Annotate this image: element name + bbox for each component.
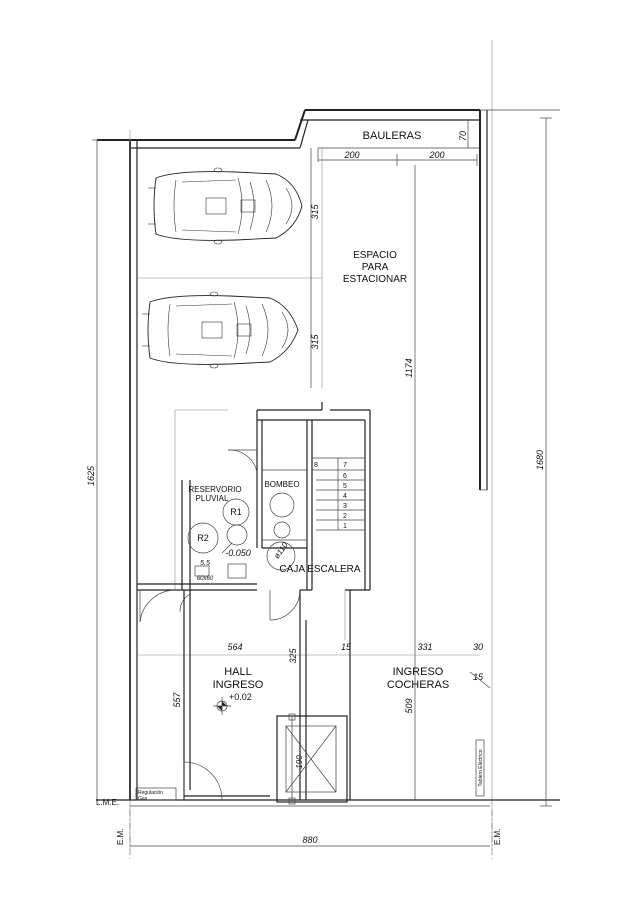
regulacion-label-1: Regulación [138, 790, 164, 796]
stair-step-2: 2 [343, 513, 347, 520]
cocheras-label-2: COCHERAS [386, 679, 450, 691]
cocheras-label-1: INGRESO [392, 666, 444, 678]
dim-70: 70 [458, 130, 468, 142]
dim-557: 557 [172, 692, 182, 708]
dim-190: 190 [295, 755, 304, 769]
bauleras-label: BAULERAS [362, 130, 422, 142]
dim-1174: 1174 [404, 358, 414, 378]
dim-1680: 1680 [535, 449, 545, 471]
dim-331: 331 [417, 642, 433, 652]
cocheras-area [345, 590, 490, 800]
stair-step-5: 5 [343, 483, 347, 490]
espacio-label-2: PARA [361, 262, 389, 273]
reservorio-label-1: RESERVORIO [188, 485, 242, 494]
stair-step-6: 6 [343, 473, 347, 480]
staircase [312, 458, 365, 530]
em-right-label: E.M. [493, 828, 502, 845]
stair-step-4: 4 [343, 493, 347, 500]
dim-880: 880 [302, 835, 318, 845]
dim-1625: 1625 [86, 465, 96, 487]
dim-315-a: 315 [310, 204, 320, 220]
reservorio-area [137, 410, 257, 622]
reservorio-level: -0.050 [225, 548, 251, 558]
reservorio-label-2: PLUVIAL [195, 494, 229, 503]
dim-200-b: 200 [429, 150, 445, 160]
frontage-labels [96, 788, 502, 860]
dim-60x60: 60x60 [196, 576, 214, 582]
dim-200-a: 200 [344, 150, 360, 160]
dim-15-b: 15 [472, 672, 484, 682]
stair-step-3: 3 [343, 503, 347, 510]
parking-label [343, 250, 407, 285]
dim-325: 325 [288, 648, 298, 664]
dim-564: 564 [227, 642, 243, 652]
hall-area [137, 590, 483, 800]
dim-15-a: 15 [340, 642, 352, 652]
outer-walls [96, 40, 560, 850]
stair-step-7: 7 [343, 462, 347, 469]
dim-diameter-110: ø110 [272, 540, 290, 561]
car-bottom [142, 292, 298, 368]
bombeo-label: BOMBEO [264, 480, 300, 489]
lme-label: L.M.E. [96, 798, 120, 807]
tablero-label: Tablero Eléctrico [478, 749, 484, 787]
hall-label-2: INGRESO [212, 679, 264, 691]
r1-label: R1 [230, 507, 242, 517]
espacio-label-3: ESTACIONAR [342, 274, 408, 285]
elevator [277, 714, 347, 804]
espacio-label-1: ESPACIO [353, 250, 397, 261]
r2-label: R2 [197, 533, 209, 543]
stair-step-8: 8 [314, 462, 318, 469]
dim-315-b: 315 [310, 334, 320, 350]
car-top [148, 168, 302, 244]
caja-escalera-label: CAJA ESCALERA [279, 564, 361, 575]
hall-level: +0.02 [229, 692, 252, 702]
dim-509: 509 [404, 698, 414, 714]
dim-30: 30 [472, 642, 484, 652]
em-left-label: E.M. [116, 828, 125, 845]
regulacion-label-2: Gas [138, 796, 148, 802]
stair-step-1: 1 [343, 523, 347, 530]
bauleras-area [318, 120, 477, 166]
hall-label-1: HALL [224, 666, 252, 678]
dim-5-5: 5.5 [200, 560, 210, 567]
